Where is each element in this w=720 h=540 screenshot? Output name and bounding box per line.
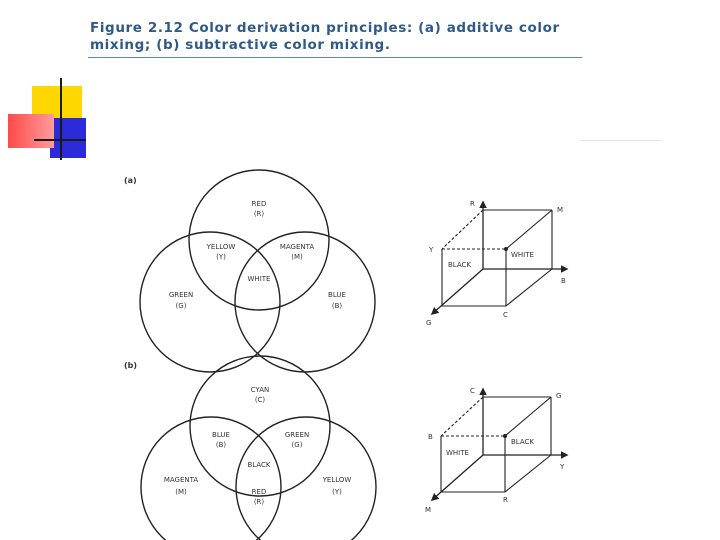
venn-b-bottom-sub: (R) — [253, 498, 265, 506]
white-corner-dot — [504, 247, 508, 251]
venn-b-center-label: BLACK — [247, 461, 271, 469]
venn-b-left-sub: (M) — [175, 488, 187, 496]
cube-a-corner-white: WHITE — [511, 251, 534, 259]
cube-b-axis-y: Y — [560, 463, 565, 471]
caption-line-1: Figure 2.12 Color derivation principles: (a) additive color — [90, 20, 560, 36]
cube-a-corner-c: C — [503, 311, 508, 319]
venn-b-lefttop-label: BLUE — [212, 431, 230, 439]
venn-a-left-label: GREEN — [168, 291, 194, 299]
cube-b-corner-g: G — [556, 392, 562, 400]
venn-b-lefttop-sub: (B) — [215, 441, 227, 449]
venn-a-center-label: WHITE — [247, 275, 271, 283]
cube-a-corner-m: M — [557, 206, 564, 214]
cube-a-axis-g: G — [426, 319, 432, 327]
venn-a-right-circle — [235, 232, 375, 372]
cube-b-corner-b: B — [428, 433, 433, 441]
cube-a-axis-b: B — [561, 277, 566, 285]
subtractive-venn — [141, 356, 376, 540]
venn-a-right-label: BLUE — [328, 291, 346, 299]
cmy-cube — [432, 389, 567, 500]
cube-a-corner-y: Y — [429, 246, 434, 254]
venn-b-bottom-label: RED — [251, 488, 267, 496]
cube-a-axis-r: R — [470, 200, 475, 208]
black-corner-dot — [503, 434, 507, 438]
venn-b-top-sub: (C) — [254, 396, 266, 404]
venn-b-righttop-label: GREEN — [284, 431, 310, 439]
venn-a-left-sub: (G) — [175, 302, 187, 310]
cube-b-corner-r: R — [503, 496, 508, 504]
venn-a-left-circle — [140, 232, 280, 372]
cube-b-corner-white: WHITE — [446, 449, 469, 457]
venn-b-right-sub: (Y) — [332, 488, 342, 496]
part-a-tag: (a) — [124, 176, 137, 185]
venn-a-lefttop-label: YELLOW — [206, 243, 236, 251]
venn-a-lefttop-sub: (Y) — [216, 253, 226, 261]
venn-a-top-sub: (R) — [253, 210, 265, 218]
venn-a-righttop-label: MAGENTA — [279, 243, 315, 251]
venn-b-left-label: MAGENTA — [163, 476, 199, 484]
cube-b-axis-c: C — [470, 387, 475, 395]
cube-a-corner-black: BLACK — [448, 261, 472, 269]
venn-b-top-circle — [190, 356, 330, 496]
venn-a-righttop-sub: (M) — [291, 253, 303, 261]
venn-a-top-label: RED — [251, 200, 267, 208]
venn-b-righttop-sub: (G) — [291, 441, 303, 449]
venn-a-top-circle — [189, 170, 329, 310]
cube-b-corner-black: BLACK — [511, 438, 535, 446]
rgb-cube — [432, 202, 567, 314]
caption-line-2: mixing; (b) subtractive color mixing. — [90, 37, 391, 53]
venn-b-left-circle — [141, 417, 281, 540]
venn-b-right-label: YELLOW — [322, 476, 352, 484]
cube-b-axis-m: M — [425, 506, 432, 514]
venn-a-right-sub: (B) — [331, 302, 343, 310]
part-b-tag: (b) — [124, 361, 138, 370]
venn-b-top-label: CYAN — [250, 386, 270, 394]
